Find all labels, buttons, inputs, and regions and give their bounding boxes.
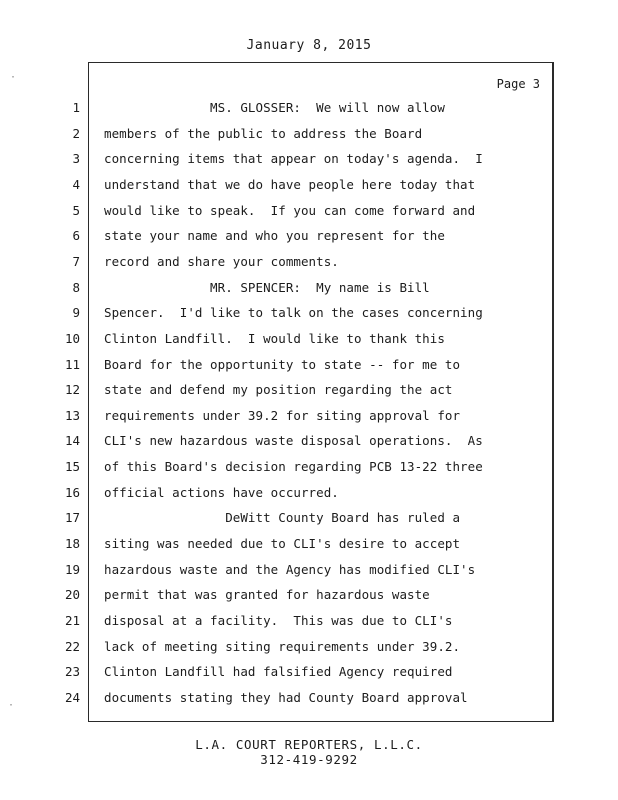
transcript-line: hazardous waste and the Agency has modified CLI's <box>104 562 476 577</box>
transcript-line: CLI's new hazardous waste disposal operations. As <box>104 433 483 448</box>
line-number: 9 <box>72 305 80 320</box>
line-number: 24 <box>64 690 80 705</box>
line-number: 20 <box>64 587 80 602</box>
line-number: 3 <box>72 151 80 166</box>
line-number: 22 <box>64 639 80 654</box>
transcript-line: MS. GLOSSER: We will now allow <box>104 100 445 115</box>
line-number: 13 <box>64 408 80 423</box>
transcript-line: Clinton Landfill had falsified Agency required <box>104 664 453 679</box>
line-number: 17 <box>64 510 80 525</box>
transcript-line: permit that was granted for hazardous waste <box>104 587 430 602</box>
transcript-line: disposal at a facility. This was due to CLI's <box>104 613 453 628</box>
transcript-line: siting was needed due to CLI's desire to accept <box>104 536 461 551</box>
line-number: 19 <box>64 562 80 577</box>
line-number: 21 <box>64 613 80 628</box>
transcript-line: members of the public to address the Board <box>104 126 423 141</box>
line-number: 10 <box>64 331 80 346</box>
line-number: 5 <box>72 203 80 218</box>
line-number: 12 <box>64 382 80 397</box>
transcript-line: lack of meeting siting requirements under 39.2. <box>104 639 461 654</box>
transcript-line: documents stating they had County Board approval <box>104 690 468 705</box>
transcript-line: Spencer. I'd like to talk on the cases concerning <box>104 305 483 320</box>
transcript-line: DeWitt County Board has ruled a <box>104 510 461 525</box>
line-number: 6 <box>72 228 80 243</box>
line-number: 8 <box>72 280 80 295</box>
line-number: 1 <box>72 100 80 115</box>
line-number: 23 <box>64 664 80 679</box>
transcript-line: would like to speak. If you can come forward and <box>104 203 476 218</box>
line-number: 14 <box>64 433 80 448</box>
scan-speck: · <box>10 72 17 83</box>
transcript-line: official actions have occurred. <box>104 485 339 500</box>
line-number: 16 <box>64 485 80 500</box>
transcript-line: MR. SPENCER: My name is Bill <box>104 280 430 295</box>
line-number: 2 <box>72 126 80 141</box>
transcript-date: January 8, 2015 <box>246 38 372 53</box>
transcript-line: concerning items that appear on today's agenda. I <box>104 151 483 166</box>
transcript-line: record and share your comments. <box>104 254 339 269</box>
scan-speck: · <box>8 700 15 711</box>
line-number: 18 <box>64 536 80 551</box>
court-reporter-name: L.A. COURT REPORTERS, L.L.C. <box>195 737 423 752</box>
line-number: 4 <box>72 177 80 192</box>
transcript-line: Clinton Landfill. I would like to thank this <box>104 331 445 346</box>
transcript-line: Board for the opportunity to state -- for me to <box>104 357 461 372</box>
transcript-line: understand that we do have people here today that <box>104 177 476 192</box>
line-number: 11 <box>64 357 80 372</box>
page-number: Page 3 <box>496 77 540 91</box>
transcript-line: requirements under 39.2 for siting approval for <box>104 408 461 423</box>
court-reporter-phone: 312-419-9292 <box>260 752 358 767</box>
transcript-line: state your name and who you represent for the <box>104 228 445 243</box>
line-number: 15 <box>64 459 80 474</box>
transcript-line: of this Board's decision regarding PCB 13-22 three <box>104 459 483 474</box>
transcript-line: state and defend my position regarding the act <box>104 382 453 397</box>
line-number: 7 <box>72 254 80 269</box>
